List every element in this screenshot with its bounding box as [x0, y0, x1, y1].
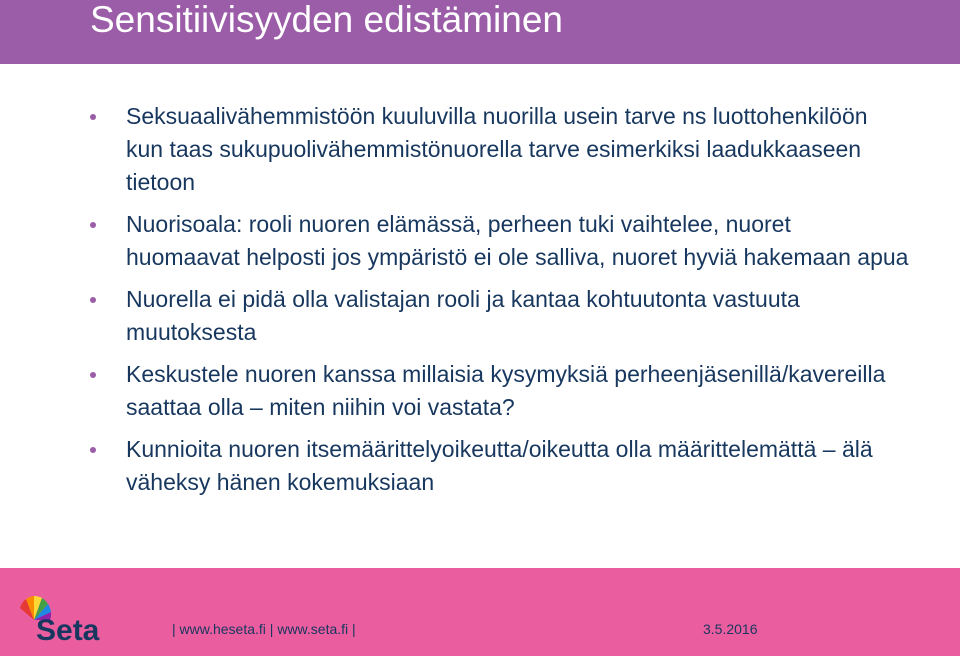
footer-date: 3.5.2016	[703, 621, 758, 637]
seta-logo	[14, 590, 124, 646]
bullet-dot-icon	[90, 372, 96, 378]
slide-title: Sensitiivisyyden edistäminen	[90, 0, 564, 40]
bullet-item	[90, 208, 910, 274]
title-bar	[0, 0, 960, 64]
bullet-text: Nuorisoala: rooli nuoren elämässä, perheen tuki vaihtelee, nuoret huomaavat helposti jos ympäristö ei ole salliva, nuoret hyviä hakemaan apua	[126, 211, 909, 270]
bullet-dot-icon	[90, 222, 96, 228]
logo-wordmark: Seta	[36, 614, 100, 646]
bullet-text: Keskustele nuoren kanssa millaisia kysymyksiä perheenjäsenillä/kavereilla saattaa olla – miten niihin voi vastata?	[126, 361, 886, 420]
footer-bar	[0, 568, 960, 656]
separator: |	[269, 621, 274, 637]
bullet-item	[90, 283, 910, 349]
bullet-text: Nuorella ei pidä olla valistajan rooli ja kantaa kohtuutonta vastuuta muutoksesta	[126, 286, 800, 345]
bullet-item	[90, 358, 910, 424]
bullet-list	[90, 100, 910, 508]
bullet-dot-icon	[90, 114, 96, 120]
separator: |	[172, 621, 176, 637]
footer-link-seta[interactable]: www.seta.fi	[277, 621, 349, 637]
bullet-dot-icon	[90, 447, 96, 453]
bullet-text: Kunnioita nuoren itsemäärittelyoikeutta/oikeutta olla määrittelemättä – älä väheksy hänen kokemuksiaan	[126, 436, 873, 495]
bullet-item	[90, 433, 910, 499]
bullet-dot-icon	[90, 297, 96, 303]
footer-links	[172, 620, 356, 638]
bullet-item	[90, 100, 910, 199]
separator: |	[352, 621, 356, 637]
bullet-text: Seksuaalivähemmistöön kuuluvilla nuorilla usein tarve ns luottohenkilöön kun taas sukupuolivähemmistönuorella tarve esimerkiksi laadukkaaseen tietoon	[126, 103, 868, 195]
footer-link-heseta[interactable]: www.heseta.fi	[179, 621, 266, 637]
